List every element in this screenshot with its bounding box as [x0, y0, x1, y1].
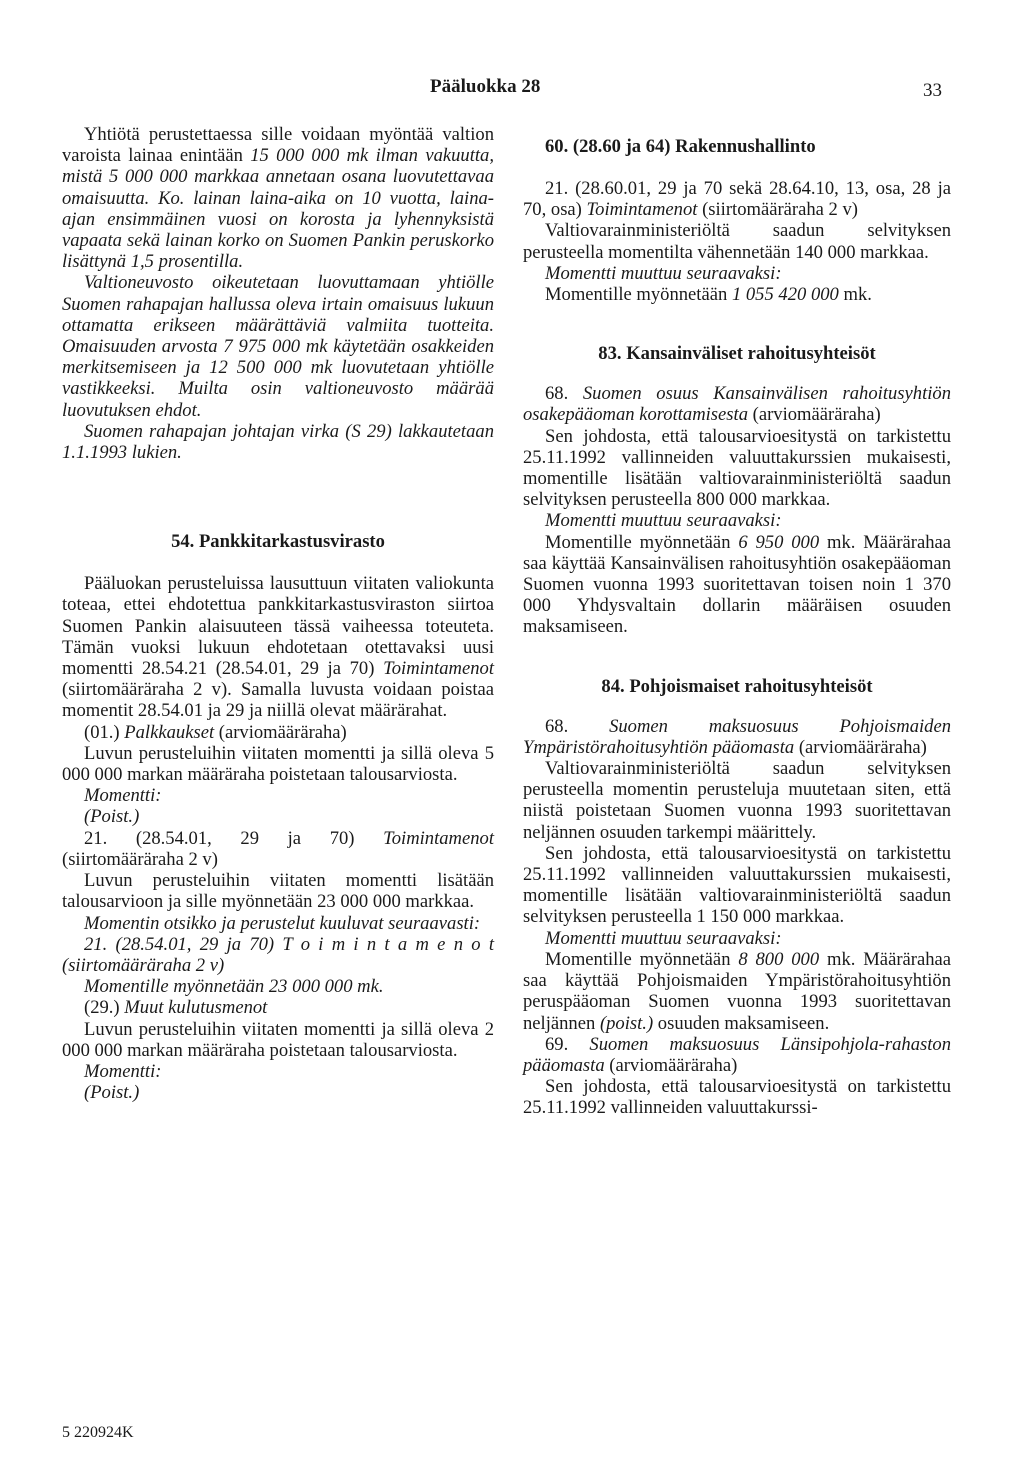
paragraph: Suomen rahapajan johtajan virka (S 29) lakkautetaan 1.1.1993 lukien. — [62, 420, 494, 464]
text: Suomen maksuosuus Pohjoismaiden Ympäristörahoitusyhtiön pääomasta — [523, 715, 951, 758]
text: mk. Määrärahaa saa käyttää Kansainvälisen rahoitusyhtiön osakepääoman Suomen vuonna 1993 suoritettavan toisen noin 1 370 000 Yhdysvaltain dollarin määräisen osuuden maksamiseen. — [523, 531, 952, 638]
text: (poist.) — [599, 1012, 654, 1034]
text: Momentille myönnetään — [545, 948, 739, 970]
heading-60: 60. (28.60 ja 64) Rakennushallinto — [545, 136, 816, 157]
text: 1 055 420 000 — [731, 284, 839, 306]
paragraph: Momentti muuttuu seuraavaksi: — [545, 927, 782, 949]
text: Momentille myönnetään — [545, 531, 739, 553]
text: 21. (28.54.01, 29 ja 70) — [84, 933, 283, 955]
paragraph — [62, 934, 494, 976]
page-header — [0, 76, 1024, 102]
heading-83: 83. Kansainväliset rahoitusyhteisöt — [598, 343, 876, 365]
text: Toimintamenot — [383, 827, 494, 849]
text: mk. — [838, 284, 872, 306]
paragraph — [62, 124, 494, 272]
text: Momentille myönnetään — [545, 284, 732, 306]
paragraph: Sen johdosta, että talousarvioesitystä on tarkistettu 25.11.1992 vallinneiden valuuttakurssien mukaisesti, momentille lisätään valtiovarainministeriöltä saadun selvityksen perusteella 800 000 markkaa. — [523, 425, 951, 511]
text: T o i m i n t a m e n o t — [282, 933, 495, 955]
text: 15 000 000 mk ilman vakuutta, mistä 5 000 000 markkaa annetaan osana luovutettavaa omaisuutta. Ko. lainan laina-aika on 10 vuotta, laina-ajan ensimmäinen vuosi on korosta ja lyhennyksistä vapaata sekä lainan korko on Suomen Pankin peruskorko lisättynä 1,5 prosentilla. — [62, 145, 494, 273]
text: 8 800 000 — [738, 948, 820, 970]
text: Pääluokan perusteluissa lausuttuun viitaten valiokunta toteaa, ettei ehdotettua pankkitarkastusviraston siirtoa Suomen Pankin alaisuuteen tässä vaiheessa toteuteta. Tämän vuoksi lukuun ehdotetaan otettavaksi uusi momentti 28.54.21 (28.54.01, 29 ja 70) — [62, 573, 494, 680]
paragraph: Luvun perusteluihin viitaten momentti ja sillä oleva 5 000 000 markan määräraha poistetaan talousarviosta. — [62, 742, 494, 786]
paragraph — [523, 383, 951, 425]
text: (01.) — [84, 721, 125, 743]
paragraph — [523, 284, 951, 305]
paragraph — [62, 828, 494, 870]
text: (29.) — [84, 997, 125, 1019]
section-title: Pääluokka 28 — [430, 76, 541, 97]
text: (arviomääräraha) — [748, 404, 881, 426]
text: mk. Määrärahaa saa käyttää Pohjoismaiden Ympäristörahoitusyhtiön peruspääoman Suomen vuonna 1993 suoritettavan neljännen — [523, 948, 952, 1034]
text: (siirtomääräraha 2 v) — [697, 199, 858, 221]
text: 6 950 000 — [738, 531, 820, 553]
paragraph: Momentti muuttuu seuraavaksi: — [545, 510, 782, 532]
paragraph: Valtioneuvosto oikeutetaan luovuttamaan yhtiölle Suomen rahapajan hallussa oleva irtain omaisuus lukuun ottamatta erikseen määrättäviä valmiita tuotteita. Omaisuuden arvosta 7 975 000 mk käytetään osakkeiden merkitsemiseen ja 12 500 000 mk luovutetaan yhtiölle vastikkeeksi. Muilta osin valtioneuvosto määrää luovutuksen ehdot. — [62, 272, 494, 421]
text: Suomen maksuosuus Länsipohjola-rahaston pääomasta — [523, 1033, 951, 1076]
text: 69. — [545, 1033, 590, 1055]
text: (siirtomääräraha 2 v) — [62, 848, 218, 870]
text: osuuden maksamiseen. — [653, 1012, 830, 1034]
text: 21. (28.54.01, 29 ja 70) — [84, 827, 384, 849]
paragraph — [62, 573, 494, 721]
paragraph: Sen johdosta, että talousarvioesitystä on tarkistettu 25.11.1992 vallinneiden valuuttakurssien mukaisesti, momentille lisätään valtiovarainministeriöltä saadun selvityksen perusteella 1 150 000 markkaa. — [523, 842, 951, 928]
paragraph: Momentti muuttuu seuraavaksi: — [545, 262, 782, 284]
text: (arviomääräraha) — [794, 736, 927, 758]
text: Palkkaukset — [124, 721, 215, 743]
text: Toimintamenot — [586, 199, 698, 221]
text: Toimintamenot — [383, 658, 494, 680]
paragraph: Valtiovarainministeriöltä saadun selvityksen perusteella momentilta vähennetään 140 000 markkaa. — [523, 220, 951, 263]
footer-code: 5 220924K — [62, 1424, 134, 1441]
paragraph — [62, 722, 494, 743]
paragraph — [62, 997, 494, 1018]
paragraph: Sen johdosta, että talousarvioesitystä on tarkistettu 25.11.1992 vallinneiden valuuttakurssi- — [523, 1076, 951, 1119]
paragraph — [523, 532, 951, 638]
left-column — [62, 124, 494, 1103]
paragraph — [523, 716, 951, 758]
paragraph — [523, 949, 951, 1034]
text: Yhtiötä perustettaessa sille voidaan myöntää valtion varoista lainaa enintään — [62, 124, 494, 167]
text: (arviomääräraha) — [604, 1054, 738, 1076]
paragraph: Valtiovarainministeriöltä saadun selvityksen perusteella momentin perusteluja muutetaan siten, että niistä poistetaan Suomen vuonna 1993 suoritettavan neljännen osuuden tarkempi määrittely. — [523, 758, 951, 843]
paragraph: Momentille myönnetään 23 000 000 mk. — [84, 976, 384, 998]
paragraph: Momentti: — [84, 785, 162, 807]
paragraph: Luvun perusteluihin viitaten momentti ja sillä oleva 2 000 000 markan määräraha poistetaan talousarviosta. — [62, 1018, 494, 1061]
paragraph: Momentti: — [84, 1060, 162, 1082]
text: Muut kulutusmenot — [124, 997, 268, 1019]
paragraph: (Poist.) — [84, 1082, 140, 1104]
paragraph: Momentin otsikko ja perustelut kuuluvat seuraavasti: — [84, 912, 481, 934]
page-number: 33 — [923, 80, 942, 101]
text: (siirtomääräraha 2 v). Samalla luvusta voidaan poistaa momentit 28.54.01 ja 29 ja niillä olevat määrärahat. — [62, 679, 494, 722]
text: Suomen osuus Kansainvälisen rahoitusyhtiön osakepääoman korottamisesta — [523, 383, 951, 426]
right-column — [523, 124, 951, 1119]
paragraph — [523, 178, 951, 220]
text: 68. — [545, 715, 610, 737]
paragraph: Luvun perusteluihin viitaten momentti lisätään talousarvioon ja sille myönnetään 23 000 000 markkaa. — [62, 870, 494, 913]
text: 68. — [545, 383, 583, 405]
heading-54: 54. Pankkitarkastusvirasto — [171, 531, 385, 553]
paragraph — [523, 1034, 951, 1076]
heading-84: 84. Pohjoismaiset rahoitusyhteisöt — [601, 675, 873, 697]
text: (siirtomääräraha 2 v) — [62, 954, 225, 976]
text: 21. (28.60.01, 29 ja 70 sekä 28.64.10, 13, osa, 28 ja 70, osa) — [523, 178, 951, 221]
paragraph: (Poist.) — [84, 806, 140, 828]
text: (arviomääräraha) — [214, 721, 347, 743]
